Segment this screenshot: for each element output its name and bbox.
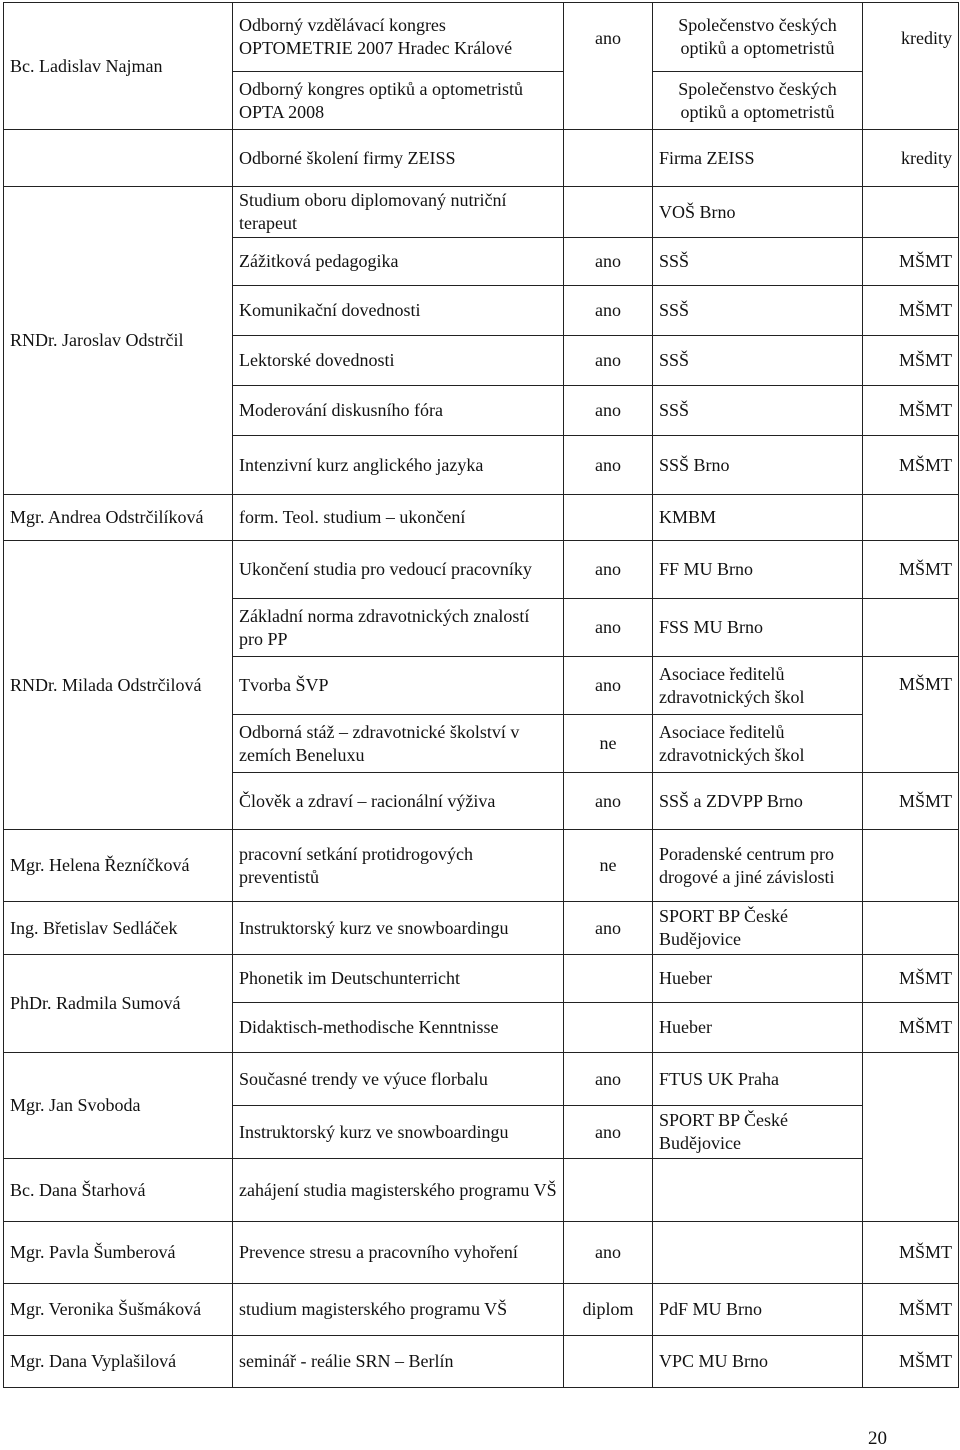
course-cell: Studium oboru diplomovaný nutriční terapeut (233, 187, 564, 238)
course-cell: Phonetik im Deutschunterricht (233, 955, 564, 1003)
provider-cell: SSŠ Brno (653, 436, 863, 495)
table-row (4, 955, 959, 1003)
accredited-cell: ano (564, 657, 653, 715)
course-cell: Intenzivní kurz anglického jazyka (233, 436, 564, 495)
person-cell: RNDr. Jaroslav Odstrčil (4, 187, 233, 495)
approval-cell: MŠMT (863, 1284, 959, 1336)
provider-cell: FTUS UK Praha (653, 1053, 863, 1106)
accredited-cell (564, 187, 653, 238)
approval-cell (863, 902, 959, 955)
course-cell: Odborný kongres optiků a optometristů OPTA 2008 (233, 72, 564, 130)
provider-cell: SPORT BP České Budějovice (653, 1106, 863, 1159)
provider-cell: FSS MU Brno (653, 599, 863, 657)
approval-cell: MŠMT (863, 386, 959, 436)
course-cell: Instruktorský kurz ve snowboardingu (233, 902, 564, 955)
table-row (4, 541, 959, 599)
provider-cell: Společenstvo českých optiků a optometristů (653, 3, 863, 72)
course-cell: Didaktisch-methodische Kenntnisse (233, 1003, 564, 1053)
accredited-cell: ano (564, 599, 653, 657)
provider-cell: SSŠ (653, 336, 863, 386)
person-cell: Mgr. Dana Vyplašilová (4, 1336, 233, 1388)
course-cell: seminář - reálie SRN – Berlín (233, 1336, 564, 1388)
accredited-cell: ano (564, 1053, 653, 1106)
provider-cell: SPORT BP České Budějovice (653, 902, 863, 955)
accredited-cell: ano (564, 336, 653, 386)
provider-cell: Společenstvo českých optiků a optometristů (653, 72, 863, 130)
approval-cell: MŠMT (863, 657, 959, 773)
table-row (4, 1053, 959, 1106)
accredited-cell (564, 1003, 653, 1053)
provider-cell: SSŠ (653, 286, 863, 336)
provider-cell: SSŠ a ZDVPP Brno (653, 773, 863, 830)
course-cell: Komunikační dovednosti (233, 286, 564, 336)
table-row (4, 3, 959, 72)
course-cell: pracovní setkání protidrogových preventistů (233, 830, 564, 902)
approval-cell: MŠMT (863, 436, 959, 495)
person-cell: RNDr. Milada Odstrčilová (4, 541, 233, 830)
course-cell: Tvorba ŠVP (233, 657, 564, 715)
table-row (4, 902, 959, 955)
accredited-cell: ano (564, 773, 653, 830)
approval-cell (863, 187, 959, 238)
accredited-cell: diplom (564, 1284, 653, 1336)
person-cell: Bc. Ladislav Najman (4, 3, 233, 130)
person-cell (4, 130, 233, 187)
person-cell: Mgr. Veronika Šušmáková (4, 1284, 233, 1336)
course-cell: Základní norma zdravotnických znalostí pro PP (233, 599, 564, 657)
person-cell: Mgr. Jan Svoboda (4, 1053, 233, 1159)
course-cell: studium magisterského programu VŠ (233, 1284, 564, 1336)
approval-cell: MŠMT (863, 1222, 959, 1284)
person-cell: Mgr. Andrea Odstrčilíková (4, 495, 233, 541)
course-cell: Moderování diskusního fóra (233, 386, 564, 436)
accredited-cell: ano (564, 286, 653, 336)
provider-cell: KMBM (653, 495, 863, 541)
provider-cell: SSŠ (653, 386, 863, 436)
provider-cell: SSŠ (653, 238, 863, 286)
approval-cell (863, 830, 959, 902)
course-cell: Instruktorský kurz ve snowboardingu (233, 1106, 564, 1159)
provider-cell: FF MU Brno (653, 541, 863, 599)
approval-cell: MŠMT (863, 541, 959, 599)
course-cell: Lektorské dovednosti (233, 336, 564, 386)
accredited-cell: ano (564, 902, 653, 955)
approval-cell: MŠMT (863, 773, 959, 830)
approval-cell: MŠMT (863, 1003, 959, 1053)
approval-cell (863, 1053, 959, 1222)
approval-cell: kredity (863, 130, 959, 187)
person-cell: Mgr. Helena Řezníčková (4, 830, 233, 902)
accredited-cell (564, 495, 653, 541)
approval-cell: MŠMT (863, 336, 959, 386)
approval-cell: MŠMT (863, 238, 959, 286)
provider-cell (653, 1159, 863, 1222)
approval-cell: kredity (863, 3, 959, 130)
course-cell: Ukončení studia pro vedoucí pracovníky (233, 541, 564, 599)
course-cell: Odborný vzdělávací kongres OPTOMETRIE 2007 Hradec Králové (233, 3, 564, 72)
course-cell: Současné trendy ve výuce florbalu (233, 1053, 564, 1106)
provider-cell: Firma ZEISS (653, 130, 863, 187)
table-row (4, 1159, 959, 1222)
provider-cell: PdF MU Brno (653, 1284, 863, 1336)
provider-cell: VOŠ Brno (653, 187, 863, 238)
accredited-cell: ano (564, 1222, 653, 1284)
provider-cell: Poradenské centrum pro drogové a jiné závislosti (653, 830, 863, 902)
accredited-cell: ano (564, 386, 653, 436)
accredited-cell: ne (564, 715, 653, 773)
table-row (4, 495, 959, 541)
course-cell: zahájení studia magisterského programu VŠ (233, 1159, 564, 1222)
approval-cell: MŠMT (863, 955, 959, 1003)
accredited-cell (564, 955, 653, 1003)
accredited-cell: ano (564, 436, 653, 495)
accredited-cell: ano (564, 1106, 653, 1159)
approval-cell (863, 495, 959, 541)
person-cell: Bc. Dana Štarhová (4, 1159, 233, 1222)
provider-cell: Asociace ředitelů zdravotnických škol (653, 715, 863, 773)
table-row (4, 130, 959, 187)
accredited-cell (564, 1336, 653, 1388)
staff-training-table (3, 2, 959, 1388)
accredited-cell (564, 130, 653, 187)
provider-cell: Hueber (653, 955, 863, 1003)
course-cell: Zážitková pedagogika (233, 238, 564, 286)
accredited-cell (564, 1159, 653, 1222)
approval-cell (863, 599, 959, 657)
course-cell: Odborné školení firmy ZEISS (233, 130, 564, 187)
table-row (4, 830, 959, 902)
course-cell: Odborná stáž – zdravotnické školství v zemích Beneluxu (233, 715, 564, 773)
accredited-cell: ne (564, 830, 653, 902)
course-cell: form. Teol. studium – ukončení (233, 495, 564, 541)
accredited-cell: ano (564, 3, 653, 130)
accredited-cell: ano (564, 541, 653, 599)
page-number: 20 (868, 1428, 887, 1449)
person-cell: PhDr. Radmila Sumová (4, 955, 233, 1053)
course-cell: Člověk a zdraví – racionální výživa (233, 773, 564, 830)
table-row (4, 1222, 959, 1284)
table-row (4, 1336, 959, 1388)
provider-cell: Asociace ředitelů zdravotnických škol (653, 657, 863, 715)
provider-cell: Hueber (653, 1003, 863, 1053)
course-cell: Prevence stresu a pracovního vyhoření (233, 1222, 564, 1284)
person-cell: Ing. Břetislav Sedláček (4, 902, 233, 955)
approval-cell: MŠMT (863, 286, 959, 336)
provider-cell: VPC MU Brno (653, 1336, 863, 1388)
approval-cell: MŠMT (863, 1336, 959, 1388)
table-row (4, 187, 959, 238)
provider-cell (653, 1222, 863, 1284)
accredited-cell: ano (564, 238, 653, 286)
person-cell: Mgr. Pavla Šumberová (4, 1222, 233, 1284)
table-row (4, 1284, 959, 1336)
